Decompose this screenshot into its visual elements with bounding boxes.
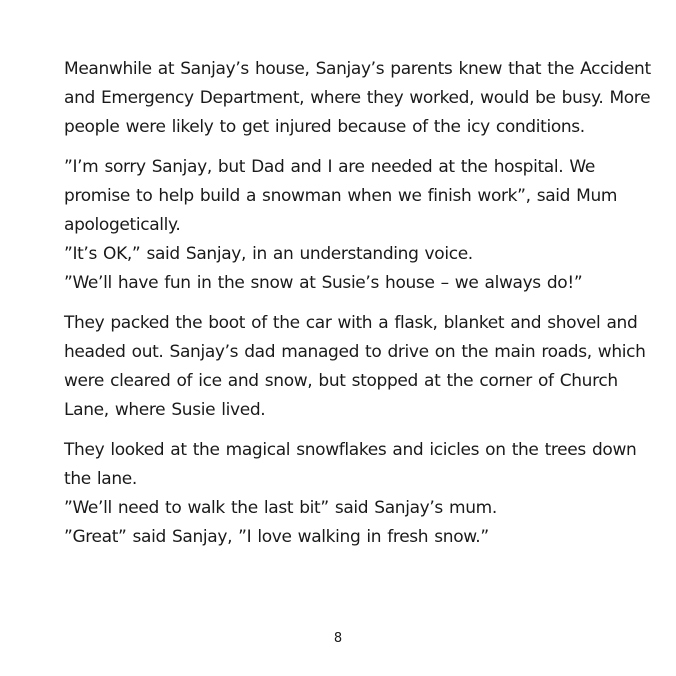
text-line: the lane. [64, 469, 137, 489]
text-line: ”It’s OK,” said Sanjay, in an understanding voice. [64, 244, 473, 264]
text-line: ”I’m sorry Sanjay, but Dad and I are needed at the hospital. We [64, 157, 595, 177]
story-text [64, 55, 651, 563]
text-line: were cleared of ice and snow, but stopped at the corner of Church [64, 371, 618, 391]
text-line: Meanwhile at Sanjay’s house, Sanjay’s parents knew that the Accident [64, 59, 651, 79]
paragraph-4 [64, 436, 637, 552]
page-number: 8 [333, 631, 343, 646]
text-line: ”We’ll have fun in the snow at Susie’s house – we always do!” [64, 273, 583, 293]
text-line: ”We’ll need to walk the last bit” said Sanjay’s mum. [64, 498, 497, 518]
paragraph-1 [64, 55, 651, 142]
text-line: Lane, where Susie lived. [64, 400, 266, 420]
text-line: headed out. Sanjay’s dad managed to drive on the main roads, which [64, 342, 646, 362]
text-line: They packed the boot of the car with a flask, blanket and shovel and [64, 313, 638, 333]
text-line: ”Great” said Sanjay, ”I love walking in fresh snow.” [64, 527, 489, 547]
paragraph-2 [64, 153, 624, 298]
text-line: They looked at the magical snowflakes and icicles on the trees down [64, 440, 637, 460]
text-line: promise to help build a snowman when we finish work”, said Mum [64, 186, 618, 206]
text-line: and Emergency Department, where they worked, would be busy. More [64, 88, 651, 108]
paragraph-3 [64, 309, 646, 425]
text-line: people were likely to get injured because of the icy conditions. [64, 117, 585, 137]
text-line: apologetically. [64, 215, 181, 235]
